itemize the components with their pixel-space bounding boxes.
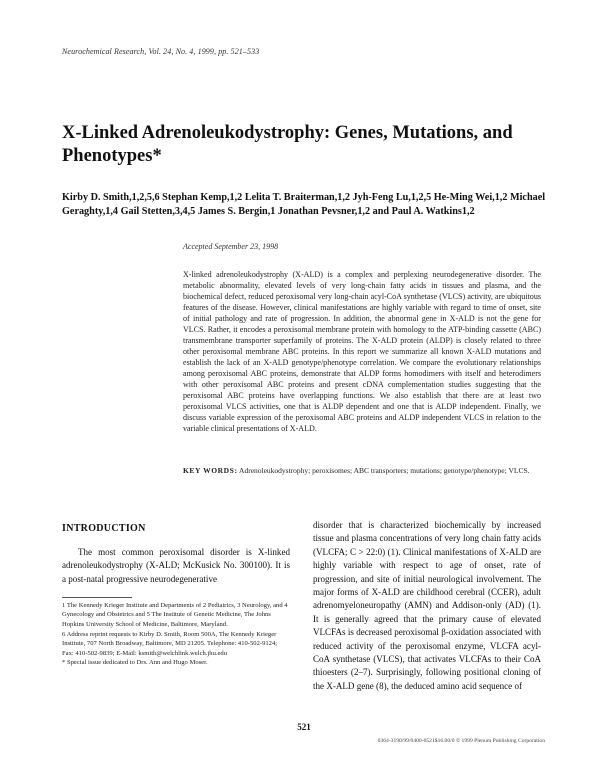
keywords-list: Adrenoleukodystrophy; peroxisomes; ABC transporters; mutations; genotype/phenotype; VLCS. — [239, 466, 530, 475]
keywords — [183, 466, 541, 476]
journal-citation: Neurochemical Research, Vol. 24, No. 4, 1999, pp. 521–533 — [62, 47, 260, 56]
page-number: 521 — [297, 722, 311, 732]
footnotes — [62, 601, 290, 668]
article-title: X-Linked Adrenoleukodystrophy: Genes, Mutations, and Phenotypes* — [62, 123, 513, 166]
copyright-line: 0364-3190/99/0400-0521$16.00/0 © 1999 Plenum Publishing Corporation — [377, 738, 545, 744]
abstract — [183, 269, 541, 434]
intro-paragraph: The most common peroxisomal disorder is X-linked adrenoleukodystrophy (X-ALD; McKusick No. 300100). It is a post-natal progressive neurodegenerative — [62, 547, 290, 584]
body-text-column-2 — [313, 519, 541, 693]
accepted-date: Accepted September 23, 1998 — [183, 242, 279, 251]
footnote-correspondence: 6 Address reprint requests to Kirby D. Smith, Room 500A, The Kennedy Krieger Institute, 707 North Broadway, Baltimore, MD 21205. Telephone: 410-502-9124; Fax: 410-502-9839; E-Mail: ksmith@welchlink.welch.jhu.edu — [62, 630, 278, 657]
keywords-label: KEY WORDS: — [183, 466, 238, 475]
footnote-affiliations: 1 The Kennedy Krieger Institute and Departments of 2 Pediatrics, 3 Neurology, and 4 Gynecology and Obstetrics and 5 The Institute of Genetic Medicine, The Johns Hopkins University School of Medicine, Baltimore, Maryland. — [62, 602, 288, 628]
author-list: Kirby D. Smith,1,2,5,6 Stephan Kemp,1,2 Lelita T. Braiterman,1,2 Jyh-Feng Lu,1,2,5 He-Ming Wei,1,2 Michael Geraghty,1,4 Gail Stetten,3,4,5 James S. Bergin,1 Jonathan Pevsner,1,2 and Paul A. Watkins1,2 — [62, 192, 546, 217]
section-heading-introduction: INTRODUCTION — [62, 523, 146, 534]
footnote-dedication: * Special issue dedicated to Drs. Ann and Hugo Moser. — [62, 659, 208, 667]
abstract-text: X-linked adrenoleukodystrophy (X-ALD) is a complex and perplexing neurodegenerative disorder. The metabolic abnormality, elevated levels of very long-chain fatty acids in tissues and plasma, and the biochemical defect, reduced peroxisomal very long-chain acyl-CoA synthetase (VLCS) activity, are ubiquitous features of the disease. However, clinical manifestations are highly variable with regard to time of onset, site of initial pathology and rate of progression. In addition, the abnormal gene in X-ALD is not the gene for VLCS. Rather, it encodes a peroxisomal membrane protein with homology to the ATP-binding cassette (ABC) transmembrane transporter superfamily of proteins. The X-ALD protein (ALDP) is closely related to three other peroxisomal membrane ABC proteins. In this report we summarize all known X-ALD mutations and establish the lack of an X-ALD genotype/phenotype correlation. We compare the evolutionary relationships among peroxisomal ABC proteins, demonstrate that ALDP forms homodimers with itself and heterodimers with other peroxisomal ABC proteins and present cDNA complementation studies suggesting that the peroxisomal ABC proteins have overlapping functions. We also establish that there are at least two peroxisomal VLCS activities, one that is ALDP dependent and one that is ALDP independent. Finally, we discuss variable expression of the peroxisomal ABC proteins and ALDP independent VLCS in relation to the variable clinical presentations of X-ALD. — [183, 270, 541, 433]
intro-continuation: disorder that is characterized biochemically by increased tissue and plasma concentrations of very long chain fatty acids (VLCFA; C > 22:0) (1). Clinical manifestations of X-ALD are highly variable with respect to age of onset, rate of progression, and site of initial neurological involvement. The major forms of X-ALD are childhood cerebral (CCER), adult adrenomyeloneuropathy (AMN) and Addison-only (AD) (1). It is generally agreed that the primary cause of elevated VLCFAs is decreased peroxisomal β-oxidation associated with reduced activity of the peroxisomal enzyme, VLCFA acyl-CoA synthetase (VLCS), that activates VLCFAs to their CoA thioesters (2–7). Surprisingly, following positional cloning of the X-ALD gene (8), the deduced amino acid sequence of — [313, 520, 541, 691]
footnote-divider — [62, 597, 132, 598]
body-text-column-1 — [62, 546, 290, 586]
